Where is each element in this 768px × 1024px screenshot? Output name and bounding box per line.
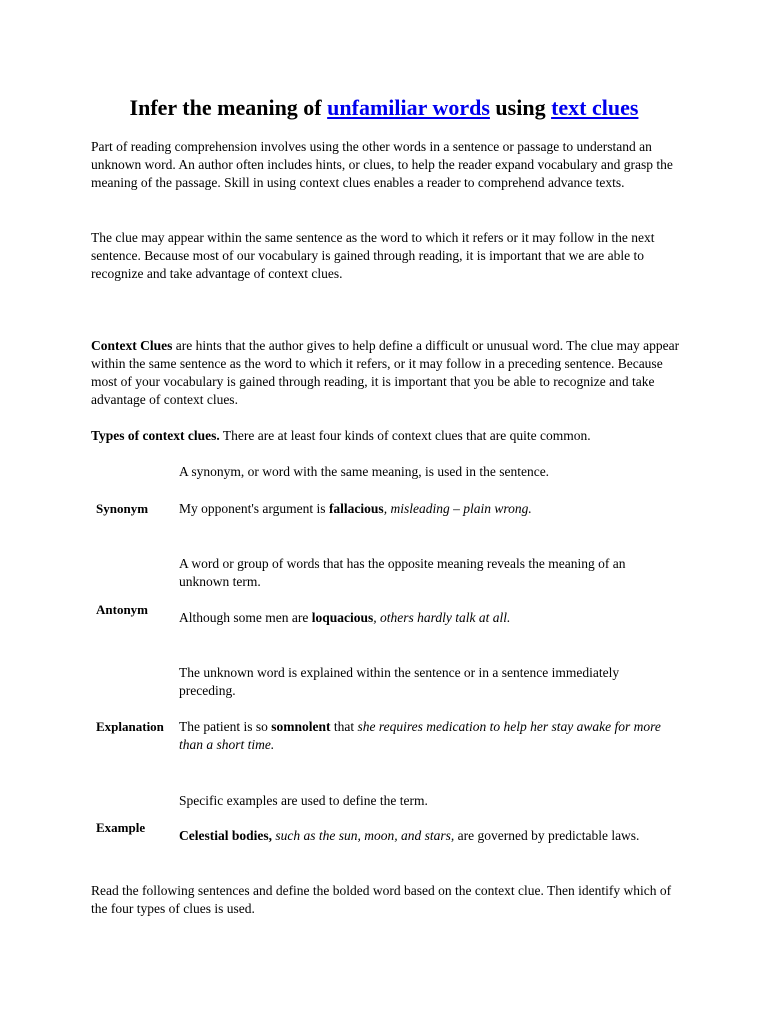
antonym-definition: A word or group of words that has the opposite meaning reveals the meaning of an unknown term.	[179, 556, 626, 589]
explanation-example-word: somnolent	[271, 719, 331, 734]
antonym-example-pre: Although some men are	[179, 610, 312, 625]
explanation-example-mid: that	[330, 719, 358, 734]
unfamiliar-words-link[interactable]: unfamiliar words	[327, 95, 490, 120]
antonym-example-word: loquacious	[311, 610, 374, 625]
synonym-example-word: fallacious	[328, 501, 384, 516]
closing-paragraph: Read the following sentences and define the bolded word based on the context clue. Then identify which of the four types of clues is used.	[91, 883, 672, 916]
synonym-definition: A synonym, or word with the same meaning, is used in the sentence.	[179, 464, 550, 479]
example-example	[179, 827, 679, 845]
context-clues-text: are hints that the author gives to help define a difficult or unusual word. The clue may appear within the same sentence as the word to which it refers, or it may follow in a preceding sentence. Because most of your vocabulary is gained through reading, it is important that you be able to recognize and take advantage of context clues.	[91, 338, 680, 407]
antonym-label: Antonym	[96, 602, 149, 617]
example-definition: Specific examples are used to define the term.	[179, 793, 428, 808]
synonym-example-comma: ,	[383, 501, 391, 516]
example-example-word: Celestial bodies,	[179, 828, 272, 843]
explanation-definition: The unknown word is explained within the sentence or in a sentence immediately preceding.	[179, 665, 620, 698]
antonym-example-clue: others hardly talk at all.	[380, 610, 511, 625]
intro-paragraph-1: Part of reading comprehension involves using the other words in a sentence or passage to understand an unknown word. An author often includes hints, or clues, to help the reader expand vocabulary and grasp the meaning of the passage. Skill in using context clues enables a reader to comprehend advance texts.	[91, 139, 673, 190]
context-clues-paragraph	[91, 337, 681, 409]
context-clues-term: Context Clues	[91, 338, 173, 353]
title-text-prefix: Infer the meaning of	[129, 95, 328, 120]
text-clues-link[interactable]: text clues	[551, 95, 639, 120]
explanation-example-pre: The patient is so	[179, 719, 272, 734]
explanation-example	[179, 718, 679, 754]
antonym-example-comma: ,	[373, 610, 381, 625]
explanation-example-clue: she requires medication to help her stay awake for more than a short time.	[179, 719, 661, 752]
title-text-middle: using	[489, 95, 552, 120]
intro-paragraph-2: The clue may appear within the same sentence as the word to which it refers or it may follow in the next sentence. Because most of our vocabulary is gained through reading, it is important that we are able to recognize and take advantage of context clues.	[91, 230, 655, 281]
antonym-example	[179, 609, 679, 627]
synonym-example-clue: misleading – plain wrong.	[390, 501, 532, 516]
example-example-post: are governed by predictable laws.	[454, 828, 640, 843]
types-text: There are at least four kinds of context clues that are quite common.	[219, 428, 591, 443]
example-example-clue: such as the sun, moon, and stars,	[275, 828, 455, 843]
explanation-label: Explanation	[96, 719, 164, 734]
page-title	[0, 93, 768, 123]
types-paragraph	[91, 427, 681, 445]
types-term: Types of context clues.	[91, 428, 220, 443]
synonym-label: Synonym	[96, 501, 149, 516]
synonym-example-pre: My opponent's argument is	[179, 501, 329, 516]
synonym-example	[179, 500, 679, 518]
example-label: Example	[96, 820, 146, 835]
